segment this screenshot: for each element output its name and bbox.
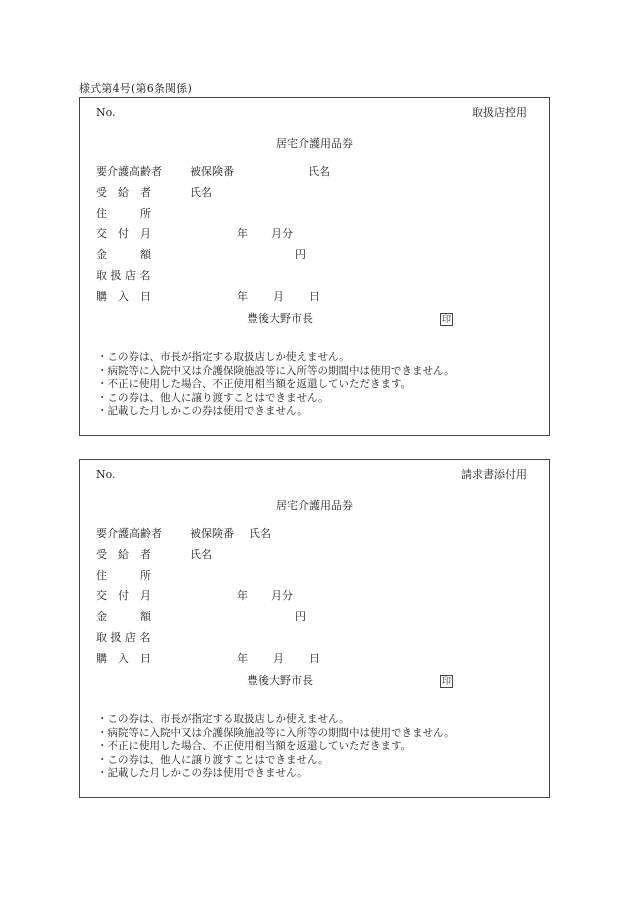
year-label: 年 xyxy=(237,227,248,240)
note-item: ・この券は、他人に譲り渡すことはできません。 xyxy=(97,391,329,404)
note-item: ・不正に使用した場合、不正使用相当額を返還していただきます。 xyxy=(97,740,412,753)
beneficiary-name-label: 氏名 xyxy=(190,548,212,561)
purchase-date-label: 購 入 日 xyxy=(96,290,151,303)
copy-type-label: 取扱店控用 xyxy=(472,106,527,119)
month-part-label: 月分 xyxy=(271,589,293,602)
note-item: ・病院等に入院中又は介護保険施設等に入所等の期間中は使用できません。 xyxy=(97,726,455,739)
mayor-label: 豊後大野市長 xyxy=(247,674,313,687)
notes-list xyxy=(97,713,455,781)
amount-label: 金 額 xyxy=(96,248,151,261)
purchase-month-label: 月 xyxy=(273,290,284,303)
voucher-store-copy xyxy=(79,97,550,436)
recipient-label: 要介護高齢者 xyxy=(96,527,162,540)
purchase-day-label: 日 xyxy=(309,652,320,665)
insured-number-label: 被保険番 xyxy=(190,527,234,540)
recipient-label: 要介護高齢者 xyxy=(96,165,162,178)
amount-label: 金 額 xyxy=(96,610,151,623)
beneficiary-label: 受 給 者 xyxy=(96,548,151,561)
copy-type-label: 請求書添付用 xyxy=(461,468,527,481)
yen-label: 円 xyxy=(295,248,306,261)
beneficiary-label: 受 給 者 xyxy=(96,186,151,199)
store-name-label: 取 扱 店 名 xyxy=(96,631,151,644)
voucher-title: 居宅介護用品券 xyxy=(276,137,353,150)
note-item: ・この券は、市長が指定する取扱店しか使えません。 xyxy=(97,351,350,363)
store-name-label: 取 扱 店 名 xyxy=(96,269,151,282)
address-label: 住 所 xyxy=(96,207,151,220)
recipient-name-label: 氏名 xyxy=(249,527,271,540)
notes-list xyxy=(97,351,455,419)
purchase-month-label: 月 xyxy=(273,652,284,665)
issue-month-label: 交 付 月 xyxy=(96,227,151,240)
year-label: 年 xyxy=(237,589,248,602)
purchase-year-label: 年 xyxy=(237,652,248,665)
note-item: ・この券は、市長が指定する取扱店しか使えません。 xyxy=(97,713,350,725)
voucher-number-label: No. xyxy=(96,468,116,481)
recipient-name-label: 氏名 xyxy=(308,165,330,178)
beneficiary-name-label: 氏名 xyxy=(190,186,212,199)
voucher-number-label: No. xyxy=(96,106,116,119)
note-item: ・この券は、他人に譲り渡すことはできません。 xyxy=(97,753,329,766)
seal-mark: 印 xyxy=(441,315,451,325)
month-part-label: 月分 xyxy=(271,227,293,240)
address-label: 住 所 xyxy=(96,569,151,582)
note-item: ・記載した月しかこの券は使用できません。 xyxy=(97,405,308,418)
voucher-invoice-copy xyxy=(79,459,550,798)
mayor-label: 豊後大野市長 xyxy=(247,312,313,325)
seal-mark: 印 xyxy=(441,677,451,687)
yen-label: 円 xyxy=(295,610,306,623)
note-item: ・病院等に入院中又は介護保険施設等に入所等の期間中は使用できません。 xyxy=(97,364,455,377)
purchase-date-label: 購 入 日 xyxy=(96,652,151,665)
issue-month-label: 交 付 月 xyxy=(96,589,151,602)
form-number: 様式第4号(第6条関係) xyxy=(79,82,192,95)
note-item: ・不正に使用した場合、不正使用相当額を返還していただきます。 xyxy=(97,378,412,391)
insured-number-label: 被保険番 xyxy=(190,165,234,178)
note-item: ・記載した月しかこの券は使用できません。 xyxy=(97,767,308,780)
voucher-title: 居宅介護用品券 xyxy=(276,499,353,512)
purchase-year-label: 年 xyxy=(237,290,248,303)
purchase-day-label: 日 xyxy=(309,290,320,303)
